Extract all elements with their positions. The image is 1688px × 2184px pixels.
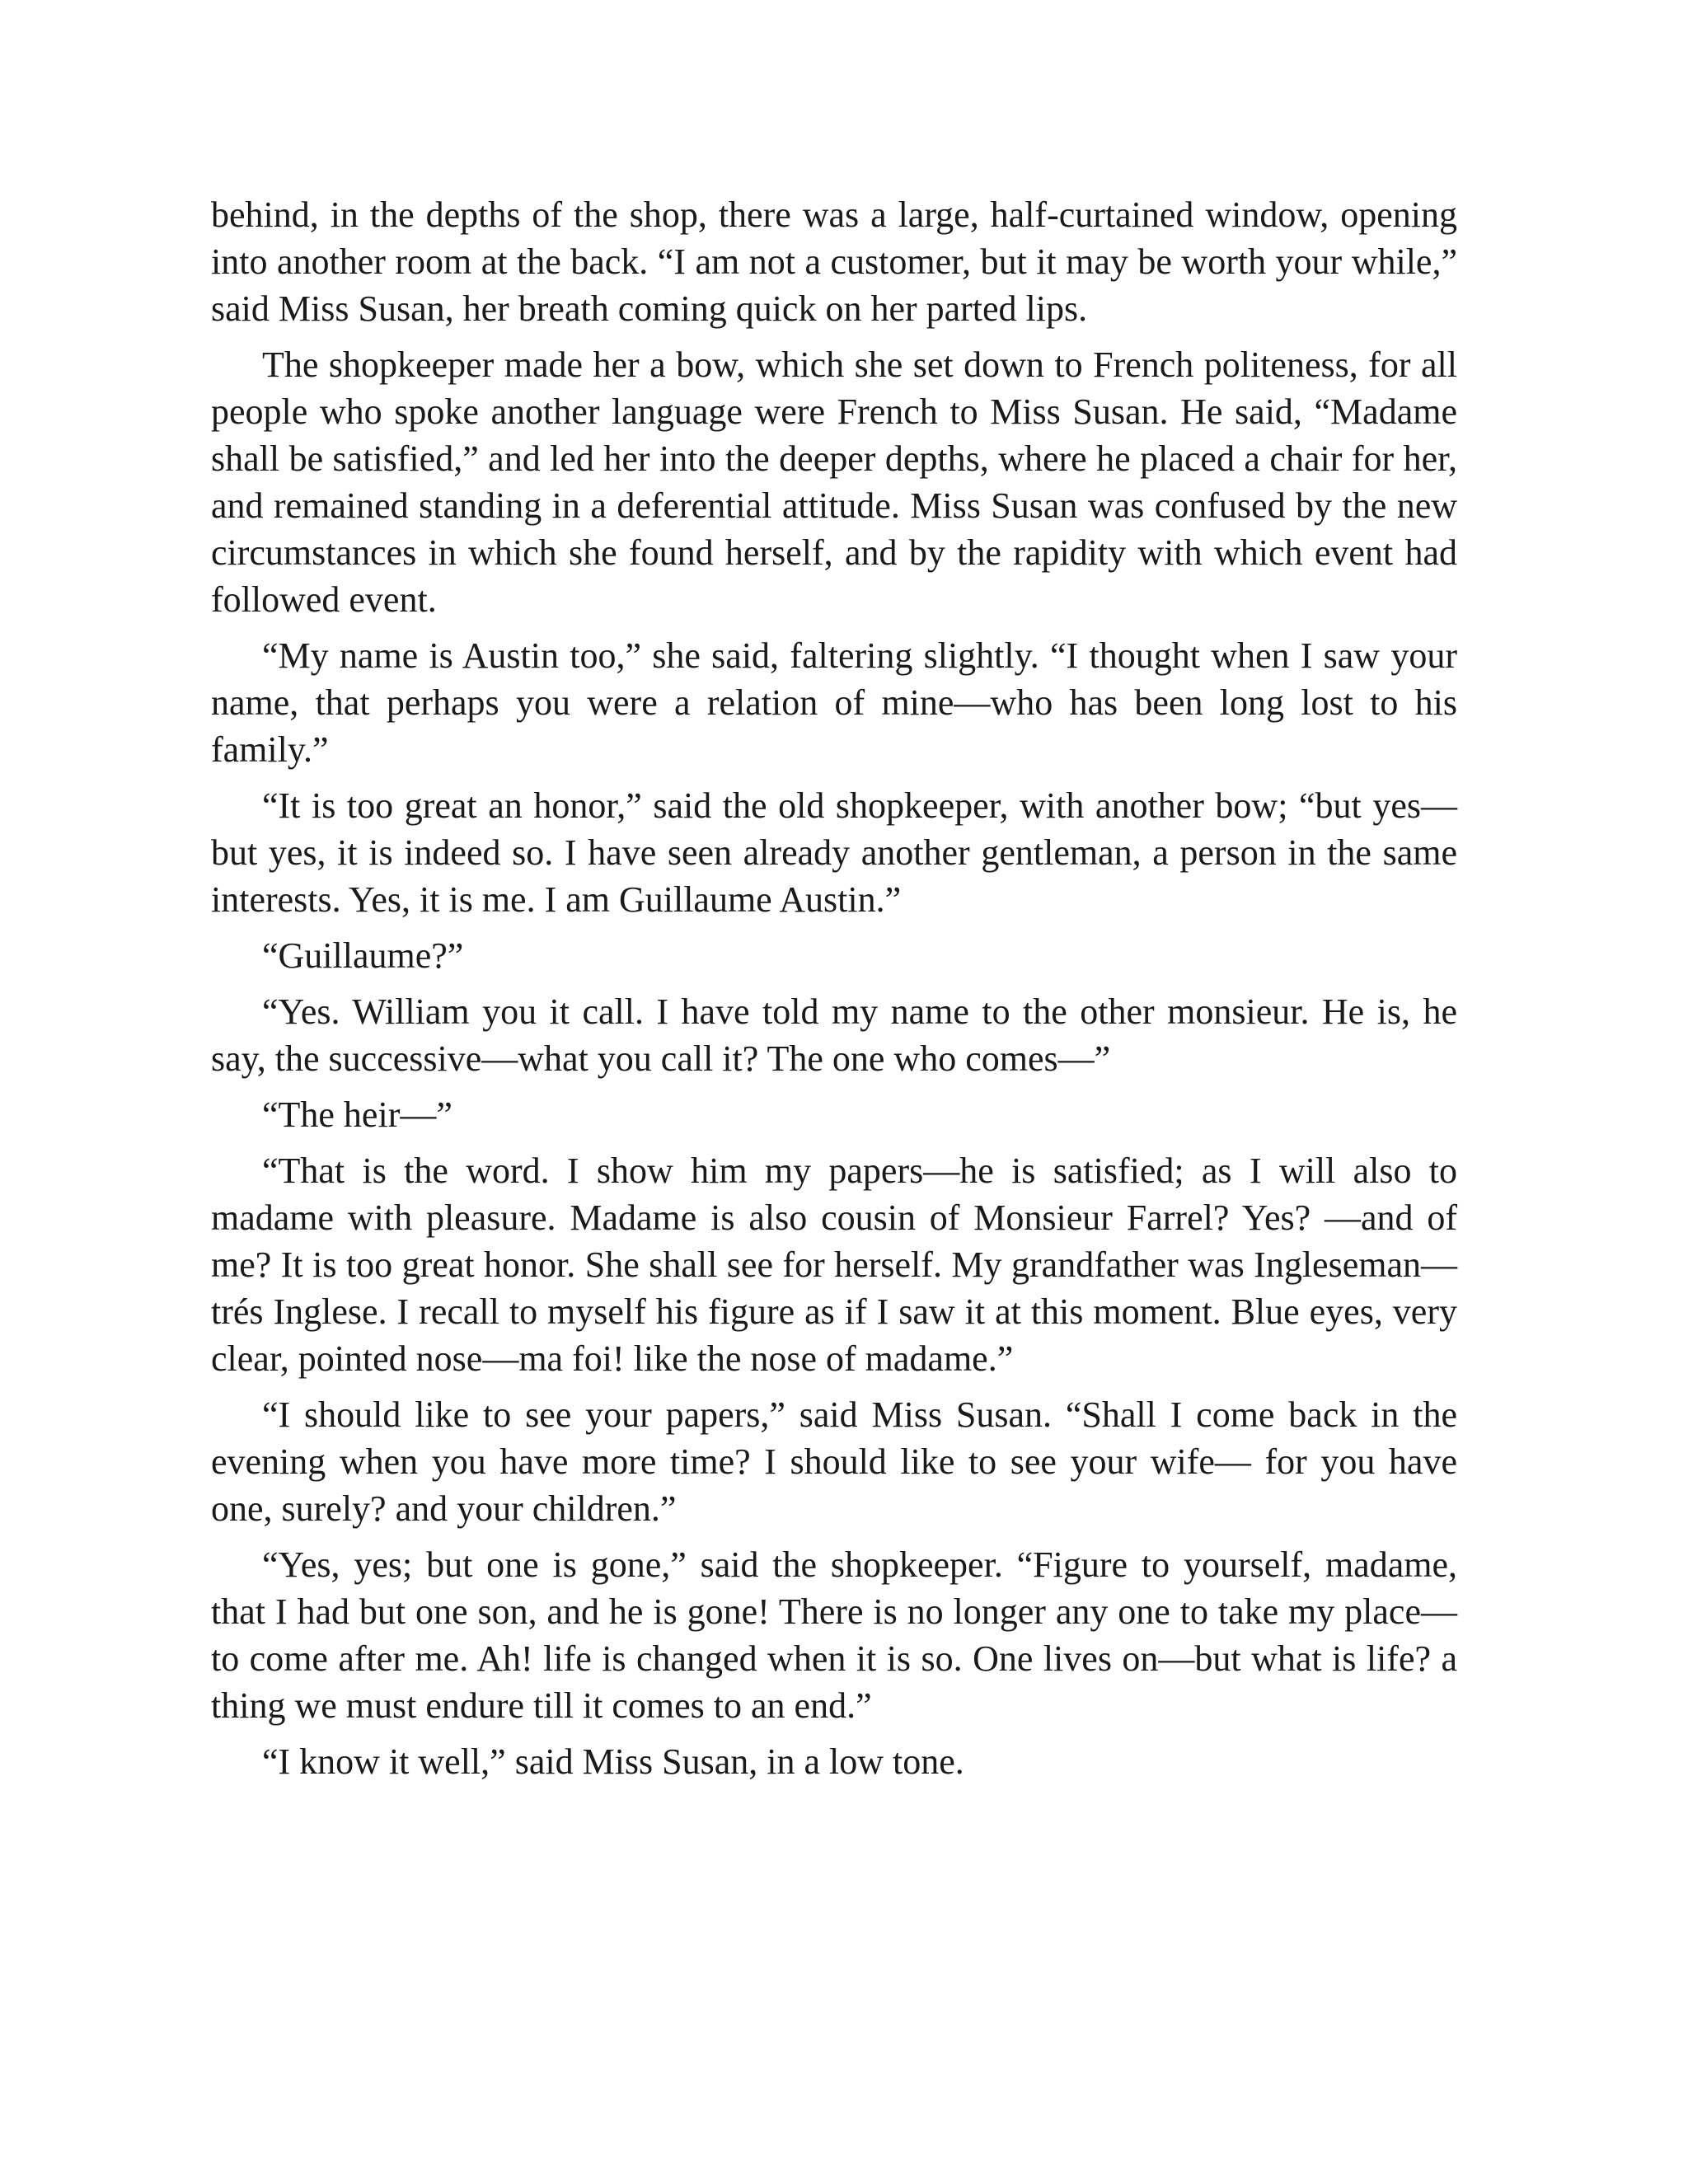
paragraph: “That is the word. I show him my papers—he is satisfied; as I will also to madame with pleasure. Madame is also cousin of Monsieur Farrel? Yes? —and of me? It is too great honor. She shall see for herself. My grandfather was Ingleseman—trés Inglese. I recall to myself his figure as if I saw it at this moment. Blue eyes, very clear, pointed nose—ma foi! like the nose of madame.” — [211, 1151, 1457, 1379]
paragraph: “I know it well,” said Miss Susan, in a low tone. — [262, 1741, 964, 1782]
paragraph: behind, in the depths of the shop, there was a large, half-curtained window, opening into another room at the back. “I am not a customer, but it may be worth your while,” said Miss Susan, her breath coming quick on her parted lips. — [211, 194, 1457, 329]
paragraph: “Yes, yes; but one is gone,” said the shopkeeper. “Figure to yourself, madame, that I had but one son, and he is gone! There is no longer any one to take my place—to come after me. Ah! life is changed when it is so. One lives on—but what is life? a thing we must endure till it comes to an end.” — [211, 1544, 1457, 1726]
paragraph: “My name is Austin too,” she said, faltering slightly. “I thought when I saw your name, that perhaps you were a relation of mine—who has been long lost to his family.” — [211, 635, 1457, 770]
paragraph: “Yes. William you it call. I have told my name to the other monsieur. He is, he say, the successive—what you call it? The one who comes—” — [211, 991, 1457, 1079]
paragraph: “The heir—” — [262, 1094, 452, 1135]
body-text — [211, 191, 1457, 1794]
paragraph: “I should like to see your papers,” said Miss Susan. “Shall I come back in the evening when you have more time? I should like to see your wife— for you have one, surely? and your children.” — [211, 1394, 1457, 1529]
paragraph: The shopkeeper made her a bow, which she set down to French politeness, for all people who spoke another language were French to Miss Susan. He said, “Madame shall be satisfied,” and led her into the deeper depths, where he placed a chair for her, and remained standing in a deferential attitude. Miss Susan was confused by the new circumstances in which she found herself, and by the rapidity with which event had followed event. — [211, 344, 1457, 620]
paragraph: “Guillaume?” — [262, 935, 464, 976]
paragraph: “It is too great an honor,” said the old shopkeeper, with another bow; “but yes—but yes, it is indeed so. I have seen already another gentleman, a person in the same interests. Yes, it is me. I am Guillaume Austin.” — [211, 785, 1457, 920]
